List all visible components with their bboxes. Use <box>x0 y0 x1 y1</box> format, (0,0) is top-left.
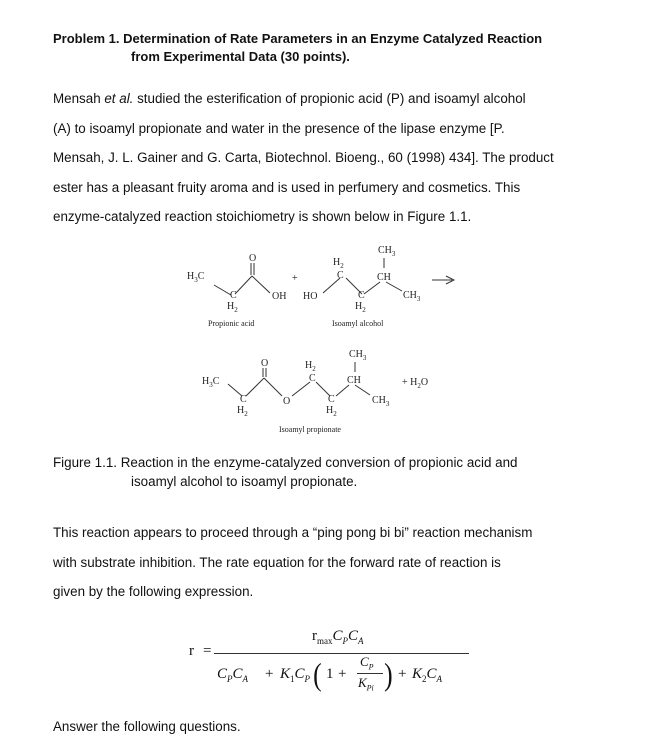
label-ch: CH <box>377 272 391 283</box>
inner-k: K <box>358 675 367 690</box>
intro-et-al: et al. <box>104 91 134 106</box>
intro-line: ester has a pleasant fruity aroma and is used in perfumery and cosmetics. This <box>53 179 521 195</box>
inner-sub-pi: Pi <box>366 683 374 693</box>
denom-term-3 <box>412 666 442 684</box>
den-k: K <box>280 666 291 682</box>
den-sub-1: 1 <box>290 674 295 684</box>
denom-term-1 <box>217 666 248 684</box>
label-plus: + <box>292 273 298 284</box>
label-h3c: $H_3C$ <box>202 376 220 389</box>
label-h2: $H_2$ <box>333 257 344 270</box>
label-plus-h2o: + $H_2O$ <box>402 377 429 390</box>
rate-equation <box>0 620 647 700</box>
label-ch3: $CH_3$ <box>403 290 421 303</box>
denom-plus: + <box>265 666 274 682</box>
inner-c: C <box>360 654 369 669</box>
inner-denominator <box>358 675 374 693</box>
inner-sub-p: P <box>368 662 374 672</box>
problem-title-line-2: from Experimental Data (30 points). <box>131 49 350 64</box>
label-isoamyl-propionate: Isoamyl propionate <box>279 425 341 434</box>
label-o: O <box>261 358 269 369</box>
mechanism-line: with substrate inhibition. The rate equation for the forward rate of reaction is <box>53 554 501 570</box>
den-c: C <box>217 666 228 682</box>
den-sub-a: A <box>242 674 249 684</box>
label-c: C <box>337 270 344 281</box>
denom-plus: + <box>398 666 407 682</box>
label-c: C <box>309 373 316 384</box>
denom-one: 1 <box>326 666 334 682</box>
den-c: C <box>232 666 243 682</box>
den-sub-2: 2 <box>422 674 427 684</box>
den-sub-a: A <box>436 674 443 684</box>
label-c: C <box>230 290 237 301</box>
label-ch3: $CH_3$ <box>349 349 367 362</box>
label-h2: $H_2$ <box>355 301 366 314</box>
label-ho: HO <box>303 291 318 302</box>
close-paren: ) <box>384 656 393 692</box>
num-sub-a: A <box>358 636 364 646</box>
label-ch: CH <box>347 375 361 386</box>
den-sub-p: P <box>227 674 233 684</box>
num-r: r <box>312 628 317 644</box>
num-c: C <box>332 628 343 644</box>
label-h2: $H_2$ <box>305 360 316 373</box>
label-h2: $H_2$ <box>326 405 337 418</box>
reaction-scheme <box>0 236 647 446</box>
label-h2: $H_2$ <box>237 405 248 418</box>
num-c: C <box>348 628 359 644</box>
equation-equals: = <box>203 643 212 659</box>
mechanism-paragraph <box>53 518 532 607</box>
problem-title-line-1: Problem 1. Determination of Rate Parameters in an Enzyme Catalyzed Reaction <box>53 31 543 46</box>
equation-lhs <box>189 643 194 660</box>
equation-r: r <box>189 643 194 659</box>
figure-caption-line-2: isoamyl alcohol to isoamyl propionate. <box>131 474 358 489</box>
intro-text: Mensah <box>53 91 105 106</box>
answer-prompt: Answer the following questions. <box>53 719 241 734</box>
num-max-sub: max <box>317 636 333 646</box>
label-c: C <box>240 394 247 405</box>
fraction-bar <box>214 653 469 654</box>
inner-fraction-bar <box>357 673 383 674</box>
mechanism-line: given by the following expression. <box>53 584 254 599</box>
label-propionic-acid: Propionic acid <box>208 319 255 328</box>
intro-text: studied the esterification of propionic acid (P) and isoamyl alcohol <box>133 91 526 106</box>
label-h2: $H_2$ <box>227 301 238 314</box>
intro-paragraph <box>53 84 554 232</box>
denom-plus: + <box>338 666 347 682</box>
label-isoamyl-alcohol: Isoamyl alcohol <box>332 319 384 328</box>
label-ch3: $CH_3$ <box>372 395 390 408</box>
label-c: C <box>358 290 365 301</box>
intro-line: Mensah, J. L. Gainer and G. Carta, Biotechnol. Bioeng., 60 (1998) 434]. The product <box>53 150 554 165</box>
mechanism-line: This reaction appears to proceed through a “ping pong bi bi” reaction mechanism <box>53 525 533 540</box>
intro-line <box>53 84 554 114</box>
label-ch3: $CH_3$ <box>378 245 396 258</box>
equation-numerator <box>312 628 364 646</box>
label-oh: OH <box>272 291 287 302</box>
den-sub-p: P <box>304 674 311 684</box>
den-c: C <box>294 666 305 682</box>
denom-term-2 <box>280 666 310 684</box>
open-paren: ( <box>313 656 322 692</box>
intro-line: enzyme-catalyzed reaction stoichiometry is shown below in Figure 1.1. <box>53 209 472 224</box>
den-k: K <box>412 666 423 682</box>
label-o: O <box>249 253 257 264</box>
label-c: C <box>328 394 335 405</box>
num-sub-p: P <box>342 636 349 646</box>
intro-line: (A) to isoamyl propionate and water in the presence of the lipase enzyme [P. <box>53 120 505 136</box>
figure-caption-line-1: Figure 1.1. Reaction in the enzyme-catalyzed conversion of propionic acid and <box>53 455 518 470</box>
label-h3c: $H_3C$ <box>187 271 205 284</box>
den-c: C <box>426 666 437 682</box>
label-o: O <box>283 396 291 407</box>
inner-numerator <box>360 654 374 672</box>
